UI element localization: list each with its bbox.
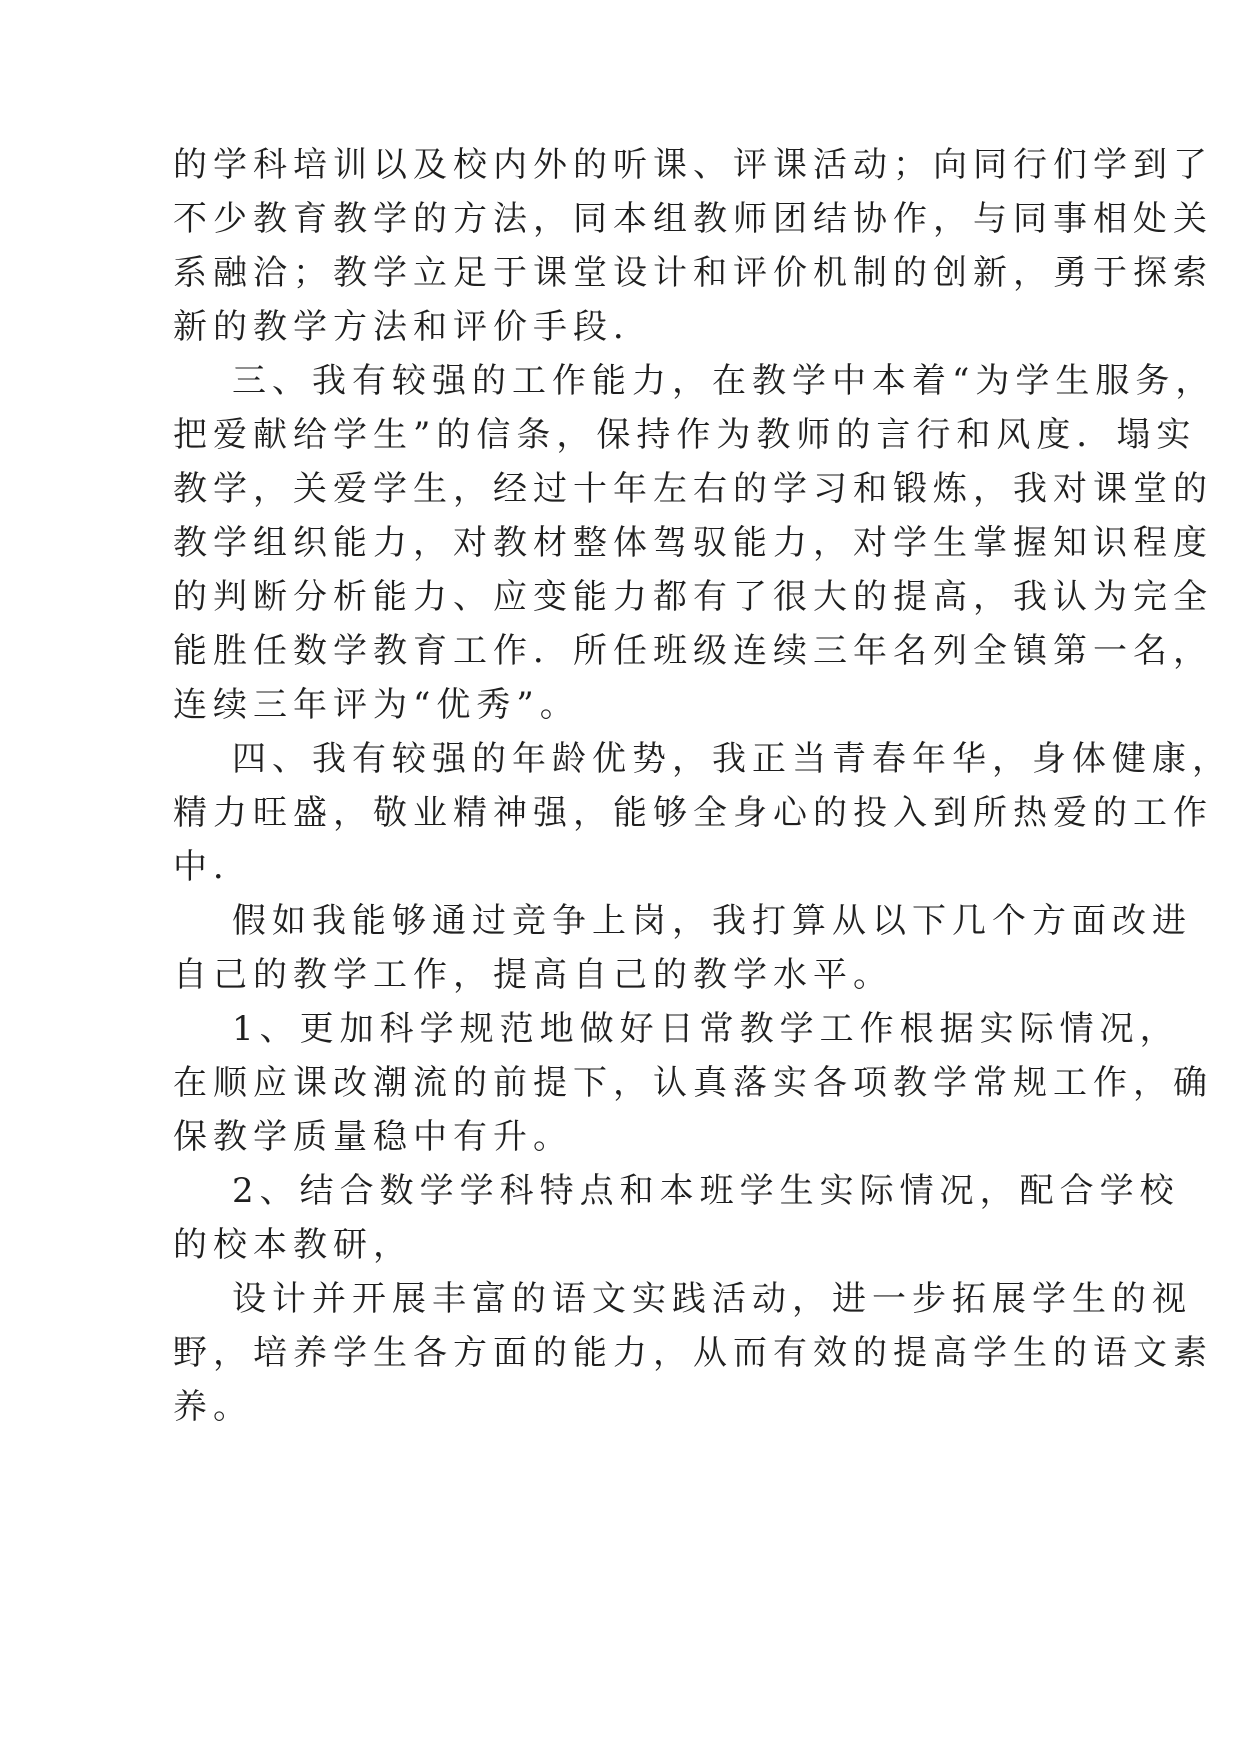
line-text: 野，培养学生各方面的能力，从而有效的提高学生的语文素 bbox=[173, 1333, 1213, 1373]
text-line bbox=[0, 784, 1241, 842]
line-text: 的校本教研， bbox=[173, 1225, 413, 1265]
line-text: 在顺应课改潮流的前提下，认真落实各项教学常规工作，确 bbox=[173, 1063, 1213, 1103]
text-line bbox=[0, 730, 1241, 788]
text-line bbox=[0, 568, 1241, 626]
line-text: 把爱献给学生”的信条，保持作为教师的言行和风度．塌实 bbox=[173, 415, 1197, 455]
line-text: 中． bbox=[173, 847, 253, 887]
line-text: 不少教育教学的方法，同本组教师团结协作，与同事相处关 bbox=[173, 199, 1213, 239]
line-text: 连续三年评为“优秀”。 bbox=[173, 685, 580, 725]
line-text: 三、我有较强的工作能力，在教学中本着“为学生服务， bbox=[232, 361, 1216, 401]
line-text: 新的教学方法和评价手段． bbox=[173, 307, 653, 347]
text-line bbox=[0, 1162, 1241, 1220]
line-text: 2、结合数学学科特点和本班学生实际情况，配合学校 bbox=[232, 1171, 1180, 1211]
line-text: 1、更加科学规范地做好日常教学工作根据实际情况， bbox=[232, 1009, 1180, 1049]
line-text: 教学组织能力，对教材整体驾驭能力，对学生掌握知识程度 bbox=[173, 523, 1213, 563]
text-line bbox=[0, 406, 1241, 464]
line-text: 教学，关爱学生，经过十年左右的学习和锻炼，我对课堂的 bbox=[173, 469, 1213, 509]
line-text: 的学科培训以及校内外的听课、评课活动；向同行们学到了 bbox=[173, 145, 1213, 185]
text-line bbox=[0, 676, 1241, 734]
line-text: 四、我有较强的年龄优势，我正当青春年华，身体健康， bbox=[232, 739, 1232, 779]
text-line bbox=[0, 298, 1241, 356]
text-line bbox=[0, 514, 1241, 572]
text-line bbox=[0, 244, 1241, 302]
text-line bbox=[0, 1000, 1241, 1058]
text-line bbox=[0, 352, 1241, 410]
text-line bbox=[0, 1108, 1241, 1166]
line-text: 精力旺盛，敬业精神强，能够全身心的投入到所热爱的工作 bbox=[173, 793, 1213, 833]
text-line bbox=[0, 1324, 1241, 1382]
text-line bbox=[0, 622, 1241, 680]
text-line bbox=[0, 892, 1241, 950]
line-text: 的判断分析能力、应变能力都有了很大的提高，我认为完全 bbox=[173, 577, 1213, 617]
text-line bbox=[0, 1270, 1241, 1328]
line-text: 自己的教学工作，提高自己的教学水平。 bbox=[173, 955, 893, 995]
text-line bbox=[0, 460, 1241, 518]
line-text: 系融洽；教学立足于课堂设计和评价机制的创新，勇于探索 bbox=[173, 253, 1213, 293]
line-text: 保教学质量稳中有升。 bbox=[173, 1117, 573, 1157]
text-line bbox=[0, 838, 1241, 896]
text-line bbox=[0, 1216, 1241, 1274]
line-text: 养。 bbox=[173, 1387, 253, 1427]
text-line bbox=[0, 946, 1241, 1004]
text-line bbox=[0, 1378, 1241, 1436]
text-line bbox=[0, 136, 1241, 194]
line-text: 假如我能够通过竞争上岗，我打算从以下几个方面改进 bbox=[232, 901, 1192, 941]
text-line bbox=[0, 190, 1241, 248]
line-text: 能胜任数学教育工作．所任班级连续三年名列全镇第一名， bbox=[173, 631, 1213, 671]
text-line bbox=[0, 1054, 1241, 1112]
line-text: 设计并开展丰富的语文实践活动，进一步拓展学生的视 bbox=[232, 1279, 1192, 1319]
